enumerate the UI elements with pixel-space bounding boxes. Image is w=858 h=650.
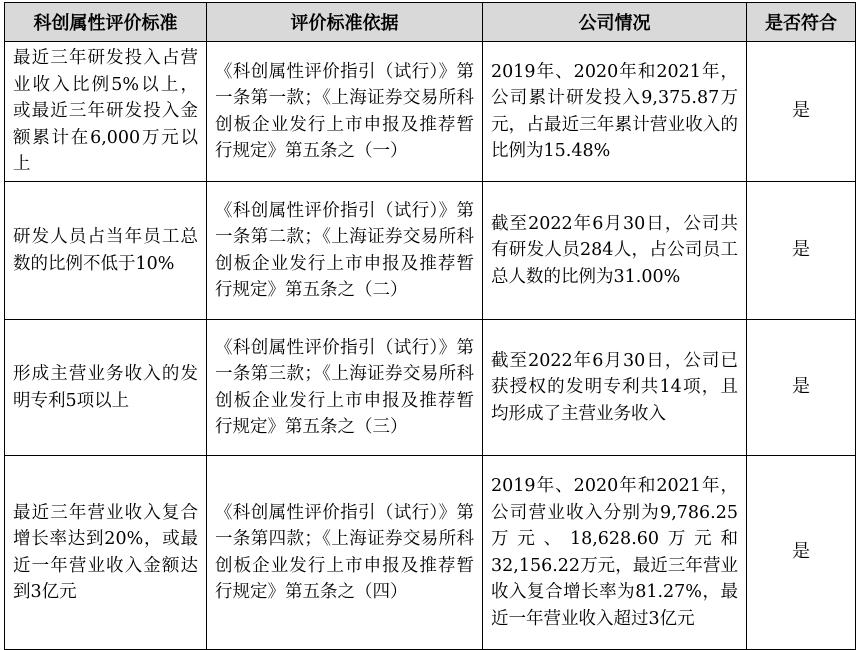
cell-company: 截至2022年6月30日，公司已获授权的发明专利共14项，且均形成了主营业务收入 bbox=[483, 320, 747, 456]
table-row bbox=[5, 456, 856, 650]
cell-compliance: 是 bbox=[747, 456, 856, 650]
header-row bbox=[5, 3, 856, 42]
header-compliance: 是否符合 bbox=[747, 3, 856, 42]
header-basis: 评价标准依据 bbox=[207, 3, 483, 42]
header-company: 公司情况 bbox=[483, 3, 747, 42]
cell-compliance: 是 bbox=[747, 320, 856, 456]
cell-basis: 《科创属性评价指引（试行）》第一条第一款；《上海证券交易所科创板企业发行上市申报及推荐暂行规定》第五条之（一） bbox=[207, 42, 483, 182]
criteria-table bbox=[4, 2, 856, 650]
cell-company: 截至2022年6月30日，公司共有研发人员284人，占公司员工总人数的比例为31.00% bbox=[483, 182, 747, 320]
cell-compliance: 是 bbox=[747, 182, 856, 320]
cell-company: 2019年、2020年和2021年，公司营业收入分别为9,786.25万元、18,628.60万元和32,156.22万元，最近三年营业收入复合增长率为81.27%，最近一年营业收入超过3亿元 bbox=[483, 456, 747, 650]
table-row bbox=[5, 320, 856, 456]
header-standard: 科创属性评价标准 bbox=[5, 3, 207, 42]
table-row bbox=[5, 42, 856, 182]
cell-standard: 最近三年营业收入复合增长率达到20%，或最近一年营业收入金额达到3亿元 bbox=[5, 456, 207, 650]
cell-standard: 研发人员占当年员工总数的比例不低于10% bbox=[5, 182, 207, 320]
cell-basis: 《科创属性评价指引（试行）》第一条第三款；《上海证券交易所科创板企业发行上市申报及推荐暂行规定》第五条之（三） bbox=[207, 320, 483, 456]
table-row bbox=[5, 182, 856, 320]
cell-compliance: 是 bbox=[747, 42, 856, 182]
cell-basis: 《科创属性评价指引（试行）》第一条第二款；《上海证券交易所科创板企业发行上市申报及推荐暂行规定》第五条之（二） bbox=[207, 182, 483, 320]
cell-standard: 最近三年研发投入占营业收入比例5%以上，或最近三年研发投入金额累计在6,000万元以上 bbox=[5, 42, 207, 182]
cell-standard: 形成主营业务收入的发明专利5项以上 bbox=[5, 320, 207, 456]
cell-basis: 《科创属性评价指引（试行）》第一条第四款；《上海证券交易所科创板企业发行上市申报及推荐暂行规定》第五条之（四） bbox=[207, 456, 483, 650]
cell-company: 2019年、2020年和2021年，公司累计研发投入9,375.87万元，占最近三年累计营业收入的比例为15.48% bbox=[483, 42, 747, 182]
